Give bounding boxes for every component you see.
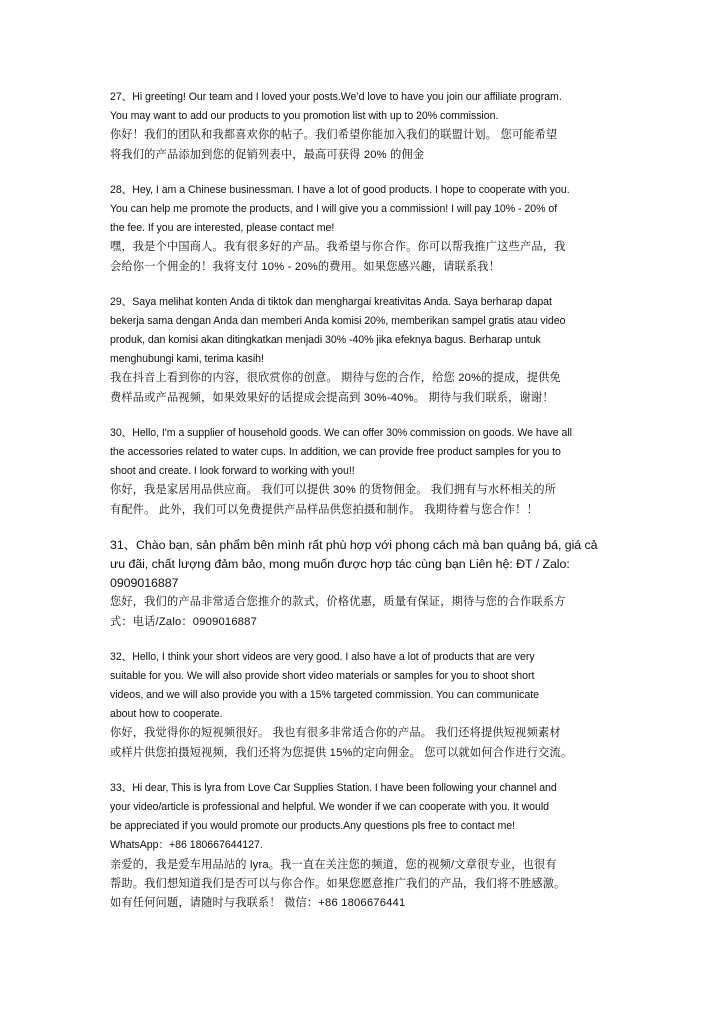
document-body xyxy=(110,88,615,929)
entry-33-line: WhatsApp：+86 180667644127. xyxy=(110,839,263,852)
entry-32-line: 或样片供您拍摄短视频，我们还将为您提供 15%的定向佣金。 您可以就如何合作进行交流。 xyxy=(110,746,573,759)
entry-29-line: produk, dan komisi akan ditingkatkan menjadi 30% -40% jika efeknya bagus. Berharap untuk xyxy=(110,334,541,347)
entry-32-line: 你好，我觉得你的短视频很好。 我也有很多非常适合你的产品。 我们还将提供短视频素材 xyxy=(110,727,561,740)
entry-33-line: 如有任何问题，请随时与我联系！ 微信：+86 1806676441 xyxy=(110,896,406,909)
entry-29-line: 费样品或产品视频，如果效果好的话提成会提高到 30%-40%。 期待与我们联系，谢谢！ xyxy=(110,391,554,404)
entry-30-line: the accessories related to water cups. In addition, we can provide free product samples for you to xyxy=(110,446,561,458)
entry-32 xyxy=(110,648,615,763)
entry-27-line: 27、Hi greeting! Our team and I loved your posts.We’d love to have you join our affiliate program. xyxy=(110,91,562,103)
entry-29-line: 我在抖音上看到你的内容，很欣赏你的创意。 期待与您的合作，给您 20%的提成，提供免 xyxy=(110,372,561,385)
entry-29-line: 29、Saya melihat konten Anda di tiktok dan menghargai kreativitas Anda. Saya berharap dapat xyxy=(110,295,552,308)
entry-30-line: 有配件。 此外，我们可以免费提供产品样品供您拍摄和制作。 我期待着与您合作！！ xyxy=(110,503,538,516)
entry-32-line: 32、Hello, I think your short videos are very good. I also have a lot of products that are very xyxy=(110,650,535,663)
entry-27-line: 将我们的产品添加到您的促销列表中，最高可获得 20% 的佣金 xyxy=(110,148,425,161)
entry-31-line: ưu đãi, chất lượng đảm bảo, mong muốn được hợp tác cùng bạn Liên hệ: ĐT / Zalo: xyxy=(110,556,570,571)
entry-30 xyxy=(110,424,615,520)
entry-33-line: 帮助。我们想知道我们是否可以与你合作。如果您愿意推广我们的产品，我们将不胜感激。 xyxy=(110,877,566,890)
entry-33-line: be appreciated if you would promote our products.Any questions pls free to contact me! xyxy=(110,820,515,833)
entry-29-line: bekerja sama dengan Anda dan memberi Anda komisi 20%, memberikan sampel gratis atau video xyxy=(110,314,566,327)
entry-27-line: You may want to add our products to you promotion list with up to 20% commission. xyxy=(110,110,499,123)
entry-28-line: the fee. If you are interested, please contact me! xyxy=(110,222,335,235)
entry-28-line: You can help me promote the products, and I will give you a commission! I will pay 10% - 20% of xyxy=(110,202,558,215)
entry-30-line: 30、Hello, I'm a supplier of household goods. We can offer 30% commission on goods. We have all xyxy=(110,426,572,439)
entry-31-line: 31、Chào bạn, sản phẩm bên mình rất phù hợp với phong cách mà bạn quảng bá, giá cả xyxy=(110,537,598,552)
entry-32-line: about how to cooperate. xyxy=(110,708,223,721)
entry-33 xyxy=(110,779,615,913)
entry-32-line: videos, and we will also provide you with a 15% targeted commission. You can communicate xyxy=(110,689,539,702)
entry-33-line: your video/article is professional and helpful. We wonder if we can cooperate with you. It would xyxy=(110,801,550,813)
entry-31 xyxy=(110,536,615,632)
entry-33-line: 33、Hi dear, This is lyra from Love Car Supplies Station. I have been following your channel and xyxy=(110,781,557,794)
entry-30-line: 你好，我是家居用品供应商。 我们可以提供 30% 的货物佣金。 我们拥有与水杯相关的所 xyxy=(110,484,557,497)
entry-28 xyxy=(110,181,615,277)
entry-31-line: 式：电话/Zalo：0909016887 xyxy=(110,615,258,628)
entry-28-line: 嘿，我是个中国商人。我有很多好的产品。我希望与你合作。你可以帮我推广这些产品，我 xyxy=(110,241,566,254)
entry-27-line: 你好！我们的团队和我都喜欢你的帖子。我们希望你能加入我们的联盟计划。 您可能希望 xyxy=(110,129,558,142)
entry-27 xyxy=(110,88,615,165)
entry-30-line: shoot and create. I look forward to working with you!! xyxy=(110,465,355,478)
entry-31-line: 0909016887 xyxy=(110,576,179,591)
entry-28-line: 28、Hey, I am a Chinese businessman. I have a lot of good products. I hope to cooperate with you. xyxy=(110,183,570,196)
entry-29 xyxy=(110,293,615,408)
entry-29-line: menghubungi kami, terima kasih! xyxy=(110,353,264,366)
entry-33-line: 亲爱的，我是爱车用品站的 lyra。我一直在关注您的频道，您的视频/文章很专业，也很有 xyxy=(110,858,557,871)
entry-28-line: 会给你一个佣金的！我将支付 10% - 20%的费用。如果您感兴趣，请联系我！ xyxy=(110,260,501,273)
entry-32-line: suitable for you. We will also provide short video materials or samples for you to shoot short xyxy=(110,669,535,682)
entry-31-line: 您好，我们的产品非常适合您推介的款式，价格优惠，质量有保证，期待与您的合作联系方 xyxy=(110,596,566,609)
